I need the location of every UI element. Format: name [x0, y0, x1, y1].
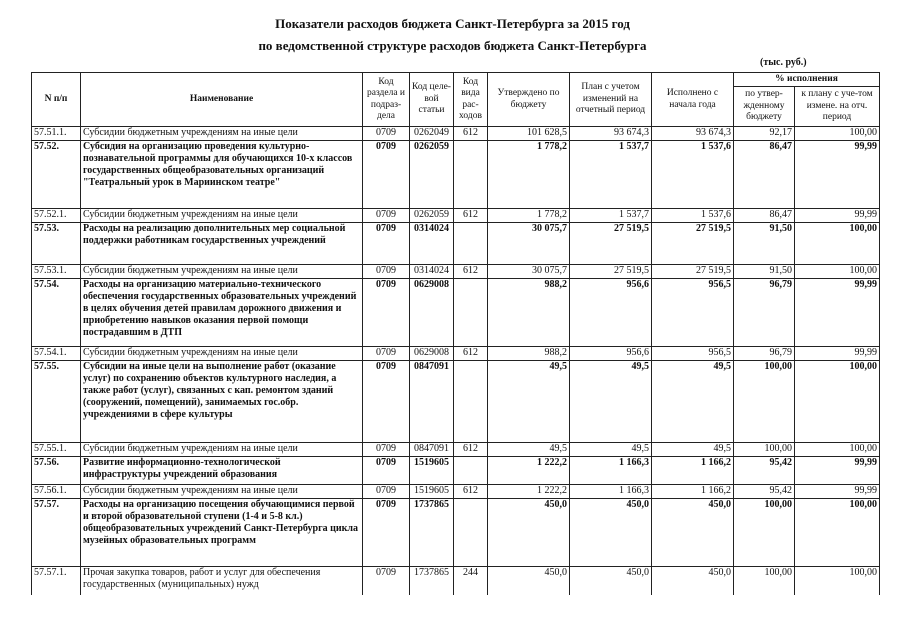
cell-executed: 93 674,3 [652, 127, 734, 141]
cell-pct-approved: 91,50 [734, 265, 795, 279]
cell-approved: 450,0 [488, 567, 570, 595]
cell-approved: 49,5 [488, 361, 570, 443]
cell-section: 0709 [363, 127, 410, 141]
cell-executed: 49,5 [652, 443, 734, 457]
cell-name: Субсидии бюджетным учреждениям на иные цели [81, 347, 363, 361]
cell-name: Прочая закупка товаров, работ и услуг для обеспечения государственных (муниципальных) нужд [81, 567, 363, 595]
cell-num: 57.51.1. [32, 127, 81, 141]
cell-section: 0709 [363, 457, 410, 485]
cell-pct-plan: 100,00 [795, 361, 880, 443]
cell-pct-approved: 100,00 [734, 361, 795, 443]
header-plan: План с учетом изменений на отчетный период [570, 73, 652, 127]
cell-name: Субсидия на организацию проведения культурно-познавательной программы для обучающихся 10-х классов государственных общеобразовательных организаций "Театральный урок в Мариинском театре" [81, 141, 363, 209]
table-row [32, 265, 880, 279]
cell-target: 1519605 [410, 457, 454, 485]
cell-section: 0709 [363, 141, 410, 209]
header-percent-group: % исполнения [734, 73, 880, 87]
cell-approved: 1 222,2 [488, 457, 570, 485]
table-body [32, 127, 880, 595]
cell-executed: 27 519,5 [652, 265, 734, 279]
cell-pct-plan: 99,99 [795, 457, 880, 485]
cell-num: 57.55.1. [32, 443, 81, 457]
cell-num: 57.56. [32, 457, 81, 485]
cell-executed: 956,5 [652, 279, 734, 347]
cell-executed: 450,0 [652, 499, 734, 567]
cell-plan: 1 537,7 [570, 141, 652, 209]
cell-num: 57.52.1. [32, 209, 81, 223]
cell-pct-plan: 99,99 [795, 347, 880, 361]
header-percent-approved: по утвер-жденному бюджету [734, 87, 795, 127]
cell-pct-plan: 100,00 [795, 223, 880, 265]
table-row [32, 127, 880, 141]
cell-name: Расходы на реализацию дополнительных мер социальной поддержки работникам государственных учреждений [81, 223, 363, 265]
cell-type [454, 361, 488, 443]
cell-plan: 27 519,5 [570, 223, 652, 265]
cell-num: 57.54. [32, 279, 81, 347]
header-type-code: Код вида рас-ходов [454, 73, 488, 127]
table-row [32, 457, 880, 485]
cell-pct-plan: 99,99 [795, 209, 880, 223]
cell-target: 1519605 [410, 485, 454, 499]
cell-section: 0709 [363, 443, 410, 457]
cell-plan: 450,0 [570, 567, 652, 595]
cell-target: 1737865 [410, 499, 454, 567]
cell-plan: 27 519,5 [570, 265, 652, 279]
cell-approved: 30 075,7 [488, 223, 570, 265]
budget-table [31, 72, 880, 595]
cell-pct-approved: 86,47 [734, 141, 795, 209]
cell-plan: 450,0 [570, 499, 652, 567]
cell-approved: 988,2 [488, 347, 570, 361]
cell-target: 0629008 [410, 347, 454, 361]
cell-executed: 1 166,2 [652, 457, 734, 485]
cell-num: 57.52. [32, 141, 81, 209]
cell-num: 57.57. [32, 499, 81, 567]
cell-executed: 450,0 [652, 567, 734, 595]
cell-executed: 49,5 [652, 361, 734, 443]
cell-name: Субсидии бюджетным учреждениям на иные цели [81, 209, 363, 223]
cell-name: Субсидии бюджетным учреждениям на иные цели [81, 127, 363, 141]
cell-plan: 956,6 [570, 347, 652, 361]
cell-section: 0709 [363, 499, 410, 567]
cell-pct-plan: 99,99 [795, 485, 880, 499]
header-target-code: Код целе-вой статьи [410, 73, 454, 127]
cell-name: Расходы на организацию посещения обучающимися первой и второй образовательной ступени (1-4 и 5-8 кл.) общеобразовательных учреждений Санкт-Петербурга цикла музейных образовательных программ [81, 499, 363, 567]
cell-section: 0709 [363, 347, 410, 361]
cell-section: 0709 [363, 361, 410, 443]
cell-type [454, 499, 488, 567]
cell-type: 612 [454, 347, 488, 361]
cell-executed: 27 519,5 [652, 223, 734, 265]
cell-name: Субсидии бюджетным учреждениям на иные цели [81, 485, 363, 499]
cell-pct-plan: 100,00 [795, 443, 880, 457]
table-row [32, 443, 880, 457]
cell-name: Субсидии бюджетным учреждениям на иные цели [81, 443, 363, 457]
cell-plan: 1 537,7 [570, 209, 652, 223]
cell-type [454, 457, 488, 485]
cell-num: 57.56.1. [32, 485, 81, 499]
cell-approved: 1 778,2 [488, 209, 570, 223]
cell-pct-plan: 100,00 [795, 499, 880, 567]
cell-pct-approved: 96,79 [734, 279, 795, 347]
table-row [32, 347, 880, 361]
units-label: (тыс. руб.) [760, 57, 807, 68]
cell-approved: 450,0 [488, 499, 570, 567]
cell-approved: 988,2 [488, 279, 570, 347]
header-section-code: Код раздела и подраз-дела [363, 73, 410, 127]
cell-pct-approved: 100,00 [734, 499, 795, 567]
cell-target: 0262049 [410, 127, 454, 141]
header-percent-plan: к плану с уче-том измене. на отч. период [795, 87, 880, 127]
cell-target: 1737865 [410, 567, 454, 595]
cell-type: 612 [454, 443, 488, 457]
cell-num: 57.53.1. [32, 265, 81, 279]
cell-plan: 93 674,3 [570, 127, 652, 141]
table-row [32, 361, 880, 443]
cell-pct-plan: 99,99 [795, 141, 880, 209]
cell-pct-approved: 92,17 [734, 127, 795, 141]
cell-section: 0709 [363, 223, 410, 265]
cell-target: 0262059 [410, 209, 454, 223]
cell-section: 0709 [363, 279, 410, 347]
cell-pct-approved: 100,00 [734, 567, 795, 595]
cell-approved: 1 778,2 [488, 141, 570, 209]
cell-executed: 1 537,6 [652, 141, 734, 209]
cell-name: Субсидии на иные цели на выполнение работ (оказание услуг) по сохранению объектов культурного наследия, а также работ (услуг), связанных с кап. ремонтом зданий (сооружений, помещений), занимаемых гос.обр. учреждениями в сфере культуры [81, 361, 363, 443]
cell-pct-approved: 95,42 [734, 457, 795, 485]
cell-approved: 101 628,5 [488, 127, 570, 141]
cell-num: 57.54.1. [32, 347, 81, 361]
header-num: N п/п [32, 73, 81, 127]
cell-plan: 49,5 [570, 443, 652, 457]
cell-section: 0709 [363, 209, 410, 223]
cell-section: 0709 [363, 567, 410, 595]
cell-target: 0847091 [410, 443, 454, 457]
cell-approved: 49,5 [488, 443, 570, 457]
cell-num: 57.55. [32, 361, 81, 443]
cell-approved: 30 075,7 [488, 265, 570, 279]
table-row [32, 223, 880, 265]
cell-pct-approved: 100,00 [734, 443, 795, 457]
report-title: Показатели расходов бюджета Санкт-Петербурга за 2015 год [275, 16, 630, 31]
cell-target: 0262059 [410, 141, 454, 209]
cell-executed: 1 166,2 [652, 485, 734, 499]
cell-plan: 49,5 [570, 361, 652, 443]
cell-pct-approved: 91,50 [734, 223, 795, 265]
cell-num: 57.53. [32, 223, 81, 265]
cell-pct-plan: 100,00 [795, 127, 880, 141]
header-name: Наименование [81, 73, 363, 127]
table-row [32, 567, 880, 595]
report-subtitle: по ведомственной структуре расходов бюджета Санкт-Петербурга [258, 38, 647, 53]
cell-pct-plan: 99,99 [795, 279, 880, 347]
cell-type [454, 141, 488, 209]
cell-target: 0314024 [410, 265, 454, 279]
table-row [32, 209, 880, 223]
cell-pct-approved: 96,79 [734, 347, 795, 361]
cell-name: Расходы на организацию материально-технического обеспечения государственных образовательных учреждений в целях обучения детей правилам дорожного движения и приобретению навыков оказания первой помощи пострадавшим в ДТП [81, 279, 363, 347]
cell-type: 244 [454, 567, 488, 595]
cell-pct-approved: 95,42 [734, 485, 795, 499]
cell-num: 57.57.1. [32, 567, 81, 595]
cell-type [454, 279, 488, 347]
cell-type: 612 [454, 485, 488, 499]
cell-executed: 1 537,6 [652, 209, 734, 223]
cell-plan: 1 166,3 [570, 485, 652, 499]
cell-name: Развитие информационно-технологической инфраструктуры учреждений образования [81, 457, 363, 485]
header-approved: Утверждено по бюджету [488, 73, 570, 127]
table-row [32, 279, 880, 347]
cell-plan: 1 166,3 [570, 457, 652, 485]
cell-pct-plan: 100,00 [795, 567, 880, 595]
cell-target: 0314024 [410, 223, 454, 265]
cell-type: 612 [454, 209, 488, 223]
cell-pct-plan: 100,00 [795, 265, 880, 279]
header-executed: Исполнено с начала года [652, 73, 734, 127]
table-row [32, 485, 880, 499]
cell-pct-approved: 86,47 [734, 209, 795, 223]
cell-executed: 956,5 [652, 347, 734, 361]
cell-section: 0709 [363, 485, 410, 499]
table-row [32, 141, 880, 209]
cell-name: Субсидии бюджетным учреждениям на иные цели [81, 265, 363, 279]
cell-target: 0629008 [410, 279, 454, 347]
cell-plan: 956,6 [570, 279, 652, 347]
cell-type [454, 223, 488, 265]
cell-section: 0709 [363, 265, 410, 279]
cell-approved: 1 222,2 [488, 485, 570, 499]
table-row [32, 499, 880, 567]
cell-type: 612 [454, 127, 488, 141]
cell-type: 612 [454, 265, 488, 279]
cell-target: 0847091 [410, 361, 454, 443]
